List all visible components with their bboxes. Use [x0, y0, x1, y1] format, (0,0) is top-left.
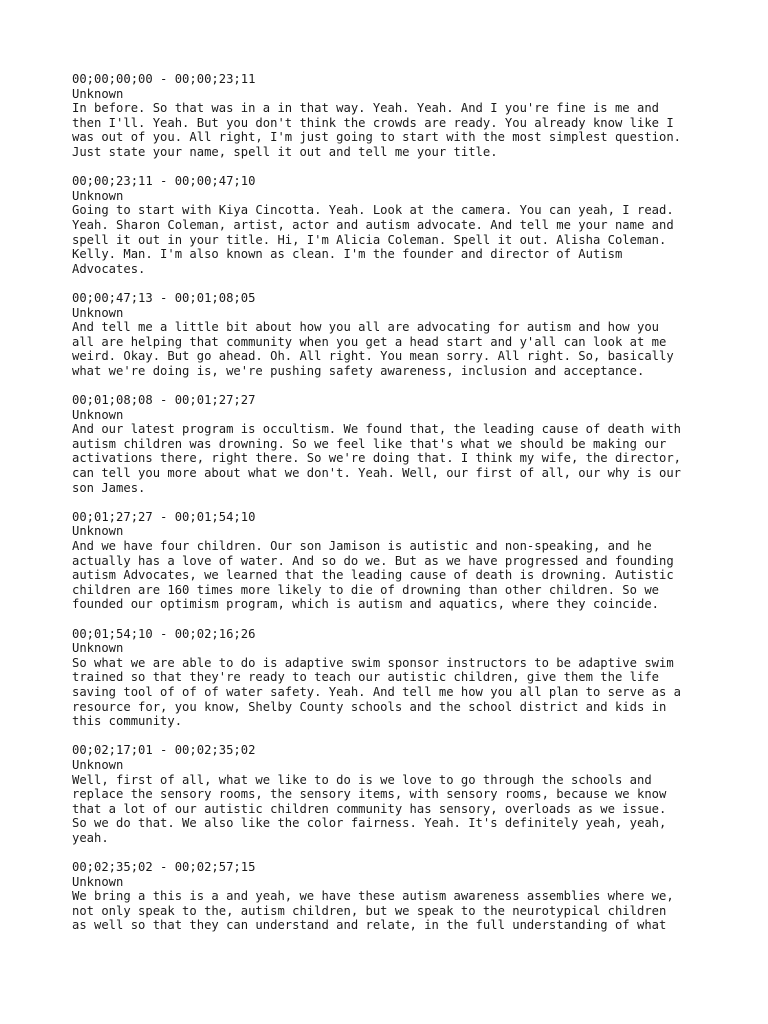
transcript-segment: [72, 393, 712, 495]
segment-text-line: children are 160 times more likely to die of drowning than other children. So we: [72, 582, 659, 597]
segment-text-line: Going to start with Kiya Cincotta. Yeah. Look at the camera. You can yeah, I read.: [72, 203, 674, 218]
segment-text-line: what we're doing is, we're pushing safety awareness, inclusion and acceptance.: [72, 363, 645, 378]
segment-text-line: as well so that they can understand and relate, in the full understanding of what: [72, 918, 667, 933]
segment-text-line: weird. Okay. But go ahead. Oh. All right. You mean sorry. All right. So, basically: [72, 349, 674, 364]
segment-text-line: spell it out in your title. Hi, I'm Alicia Coleman. Spell it out. Alisha Coleman.: [72, 232, 667, 247]
segment-text-line: saving tool of of of water safety. Yeah. And tell me how you all plan to serve as a: [72, 684, 682, 699]
segment-text-line: not only speak to the, autism children, but we speak to the neurotypical children: [72, 903, 667, 918]
segment-text-line: So what we are able to do is adaptive swim sponsor instructors to be adaptive swim: [72, 655, 674, 670]
segment-text-line: We bring a this is a and yeah, we have these autism awareness assemblies where we,: [72, 889, 674, 904]
transcript-segment: [72, 860, 712, 933]
segment-speaker: Unknown: [72, 641, 124, 656]
transcript-segment: [72, 627, 712, 729]
segment-timecode: 00;00;00;00 - 00;00;23;11: [72, 72, 256, 86]
segment-text-line: replace the sensory rooms, the sensory items, with sensory rooms, because we know: [72, 787, 667, 802]
segment-text-line: Just state your name, spell it out and tell me your title.: [72, 144, 498, 159]
segment-text-line: then I'll. Yeah. But you don't think the crowds are ready. You already know like I: [72, 115, 674, 130]
transcript-segment: [72, 174, 712, 276]
segment-text-line: Yeah. Sharon Coleman, artist, actor and autism advocate. And tell me your name and: [72, 217, 674, 232]
segment-speaker: Unknown: [72, 188, 124, 203]
segment-text-line: And tell me a little bit about how you all are advocating for autism and how you: [72, 320, 659, 335]
segment-speaker: Unknown: [72, 757, 124, 772]
segment-text-line: In before. So that was in a in that way. Yeah. Yeah. And I you're fine is me and: [72, 101, 659, 116]
segment-timecode: 00;01;27;27 - 00;01;54;10: [72, 509, 256, 524]
transcript-segment: [72, 291, 712, 379]
segment-text-line: founded our optimism program, which is autism and aquatics, where they coincide.: [72, 597, 659, 612]
segment-timecode: 00;01;08;08 - 00;01;27;27: [72, 393, 256, 408]
segment-text-line: And our latest program is occultism. We found that, the leading cause of death with: [72, 422, 682, 437]
transcript-segment: [72, 743, 712, 845]
segment-speaker: Unknown: [72, 524, 124, 539]
segment-text-line: activations there, right there. So we're doing that. I think my wife, the director,: [72, 451, 682, 466]
segment-timecode: 00;02;35;02 - 00;02;57;15: [72, 860, 256, 875]
segment-text-line: autism Advocates, we learned that the leading cause of death is drowning. Autistic: [72, 568, 674, 583]
segment-timecode: 00;01;54;10 - 00;02;16;26: [72, 626, 256, 641]
segment-text-line: resource for, you know, Shelby County schools and the school district and kids in: [72, 699, 667, 714]
segment-text-line: actually has a love of water. And so do we. But as we have progressed and founding: [72, 553, 674, 568]
segment-text-line: trained so that they're ready to teach our autistic children, give them the life: [72, 670, 659, 685]
segment-text-line: that a lot of our autistic children community has sensory, overloads as we issue.: [72, 801, 667, 816]
segment-text-line: And we have four children. Our son Jamison is autistic and non-speaking, and he: [72, 539, 652, 553]
segment-timecode: 00;00;23;11 - 00;00;47;10: [72, 174, 256, 189]
segment-text-line: Kelly. Man. I'm also known as clean. I'm the founder and director of Autism: [72, 247, 623, 262]
segment-speaker: Unknown: [72, 874, 124, 889]
segment-timecode: 00;00;47;13 - 00;01;08;05: [72, 290, 256, 305]
segment-text-line: Well, first of all, what we like to do is we love to go through the schools and: [72, 772, 652, 787]
segment-text-line: was out of you. All right, I'm just going to start with the most simplest question.: [72, 130, 682, 145]
segment-text-line: can tell you more about what we don't. Yeah. Well, our first of all, our why is our: [72, 466, 682, 481]
segment-text-line: this community.: [72, 714, 183, 729]
segment-text-line: all are helping that community when you get a head start and y'all can look at me: [72, 334, 667, 349]
transcript-segment: [72, 72, 712, 160]
segment-text-line: So we do that. We also like the color fairness. Yeah. It's definitely yeah, yeah,: [72, 816, 667, 831]
segment-text-line: Advocates.: [72, 261, 146, 276]
transcript-segment: [72, 510, 712, 612]
transcript: [72, 72, 712, 948]
segment-text-line: autism children was drowning. So we feel like that's what we should be making our: [72, 436, 667, 451]
segment-speaker: Unknown: [72, 86, 124, 101]
segment-text-line: yeah.: [72, 830, 109, 845]
segment-timecode: 00;02;17;01 - 00;02;35;02: [72, 743, 256, 758]
segment-text-line: son James.: [72, 480, 146, 495]
segment-speaker: Unknown: [72, 305, 124, 320]
segment-speaker: Unknown: [72, 407, 124, 422]
